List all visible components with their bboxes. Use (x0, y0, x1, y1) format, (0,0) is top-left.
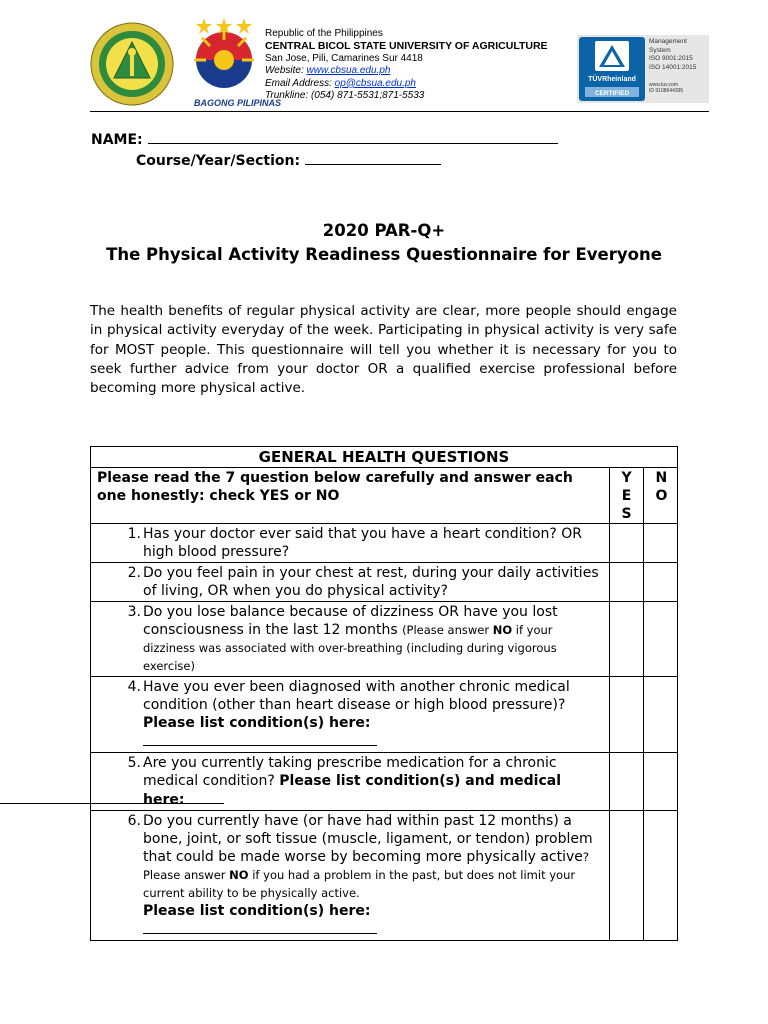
header-divider (90, 111, 709, 112)
letterhead-header (90, 18, 712, 112)
table-row (91, 524, 678, 563)
email-link[interactable]: op@cbsua.edu.ph (334, 77, 416, 89)
course-label: Course/Year/Section: (136, 153, 301, 169)
q5-blank-line[interactable] (0, 790, 224, 804)
question-6: 6. Do you currently have (or have had within past 12 months) a bone, joint, or soft tissue (muscle, ligament, or tendon) problem that could be made worse by becoming more physically active? Please answer NO if you had a problem in the past, but does not limit your current ability to be physically active. Please list condition(s) here: (91, 811, 610, 941)
question-2: 2. Do you feel pain in your chest at rest, during your daily activities of living, OR when you do physical activity? (91, 563, 610, 602)
q6-blank-line[interactable] (143, 920, 377, 934)
q1-no-checkbox[interactable] (644, 524, 678, 563)
table-instructions: Please read the 7 question below carefully and answer each one honestly: check YES or NO (91, 468, 610, 524)
tuv-brand: TÜVRheinland (588, 76, 636, 83)
republic-line: Republic of the Philippines (265, 28, 383, 39)
university-name: CENTRAL BICOL STATE UNIVERSITY OF AGRICULTURE (265, 40, 548, 53)
question-3: 3. Do you lose balance because of dizziness OR have you lost consciousness in the last 12 months (Please answer NO if your dizziness was associated with over-breathing (including during vigorous exercise) (91, 602, 610, 677)
q4-yes-checkbox[interactable] (610, 677, 644, 753)
general-health-questions-table (90, 446, 678, 941)
name-blank-line[interactable] (148, 130, 558, 144)
q4-blank-line[interactable] (143, 732, 377, 746)
q6-no-checkbox[interactable] (644, 811, 678, 941)
q1-yes-checkbox[interactable] (610, 524, 644, 563)
trunkline-line: Trunkline: (054) 871-5531;871-5533 (265, 90, 425, 102)
q5-yes-checkbox[interactable] (610, 753, 644, 811)
tuv-logo-icon (579, 37, 645, 101)
table-row (91, 563, 678, 602)
website-link[interactable]: www.cbsua.edu.ph (306, 65, 391, 77)
title-line-1: 2020 PAR-Q+ (322, 221, 446, 240)
q3-yes-checkbox[interactable] (610, 602, 644, 677)
question-1: 1. Has your doctor ever said that you have a heart condition? OR high blood pressure? (91, 524, 610, 563)
bagong-pilipinas-logo-icon (190, 18, 260, 108)
address-line: San Jose, Pili, Camarines Sur 4418 (265, 52, 423, 64)
question-5: 5. Are you currently taking prescribe medication for a chronic medical condition? Please list condition(s) and medical here: (91, 753, 610, 811)
table-heading: GENERAL HEALTH QUESTIONS (91, 447, 678, 468)
no-column-header: N O (644, 468, 678, 524)
letterhead-text (265, 28, 548, 102)
name-field-row (91, 130, 558, 148)
website-line: Website: www.cbsua.edu.ph (265, 65, 391, 77)
q4-no-checkbox[interactable] (644, 677, 678, 753)
q3-no-checkbox[interactable] (644, 602, 678, 677)
intro-paragraph: The health benefits of regular physical activity are clear, more people should engage in physical activity everyday of the week. Participating in physical activity is very safe for MOST people. This questionnaire will tell you whether it is necessary for you to seek further advice from your doctor OR a qualified exercise professional before becoming more physical active. (90, 303, 677, 397)
tuv-details: Management System ISO 9001:2015 ISO 14001:2015 www.tuv.com ID 9108644395 (649, 38, 697, 94)
q2-yes-checkbox[interactable] (610, 563, 644, 602)
document-title (90, 219, 678, 267)
title-line-2: The Physical Activity Readiness Questionnaire for Everyone (106, 245, 662, 264)
q5-no-checkbox[interactable] (644, 753, 678, 811)
table-row (91, 811, 678, 941)
question-4: 4. Have you ever been diagnosed with another chronic medical condition (other than heart disease or high blood pressure)? Please list condition(s) here: (91, 677, 610, 753)
university-seal-icon (90, 22, 174, 106)
tuv-certified: CERTIFIED (594, 90, 630, 97)
table-row (91, 753, 678, 811)
course-field-row (136, 151, 441, 169)
yes-column-header: Y E S (610, 468, 644, 524)
bagong-pilipinas-text: BAGONG PILIPINAS (194, 98, 282, 108)
email-line: Email Address: op@cbsua.edu.ph (265, 77, 416, 89)
q6-yes-checkbox[interactable] (610, 811, 644, 941)
q2-no-checkbox[interactable] (644, 563, 678, 602)
name-label: NAME: (91, 132, 143, 148)
table-row (91, 602, 678, 677)
course-blank-line[interactable] (305, 151, 441, 165)
table-row (91, 677, 678, 753)
tuv-certification-badge (577, 35, 709, 103)
